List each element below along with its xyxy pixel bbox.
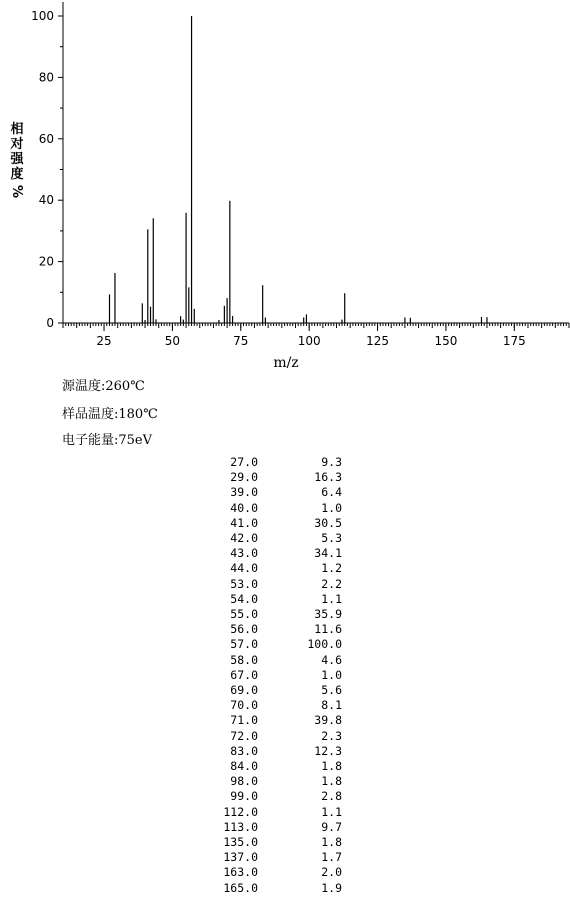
y-axis-title [8,122,26,199]
table-row [196,516,342,531]
table-row [196,531,342,546]
table-cell-mz: 54.0 [230,591,258,606]
x-tick-label: 75 [233,334,249,348]
table-cell-intensity: 2.2 [321,576,342,591]
table-cell-intensity: 8.1 [321,698,342,713]
table-cell-mz: 98.0 [230,774,258,789]
table-cell-intensity: 1.8 [321,759,342,774]
table-row [196,774,342,789]
table-cell-mz: 165.0 [223,880,258,895]
table-cell-mz: 40.0 [230,500,258,515]
table-cell-intensity: 1.2 [321,561,342,576]
table-row [196,485,342,500]
x-tick-label: 125 [366,334,389,348]
table-row [196,820,342,835]
table-row [196,881,342,896]
table-cell-intensity: 100.0 [307,637,342,652]
y-axis-title-char: 度 [10,167,24,182]
table-cell-mz: 58.0 [230,652,258,667]
table-cell-mz: 67.0 [230,667,258,682]
table-row [196,592,342,607]
table-row [196,744,342,759]
table-cell-mz: 84.0 [230,759,258,774]
table-row [196,698,342,713]
table-row [196,577,342,592]
table-cell-mz: 39.0 [230,485,258,500]
table-cell-mz: 112.0 [223,804,258,819]
table-cell-intensity: 1.7 [321,850,342,865]
table-row [196,850,342,865]
condition-label: 样品温度: [62,407,119,422]
table-cell-mz: 53.0 [230,576,258,591]
table-cell-intensity: 39.8 [314,713,342,728]
table-cell-intensity: 5.3 [321,531,342,546]
table-cell-intensity: 9.3 [321,455,342,469]
x-tick-label: 150 [434,334,458,348]
table-cell-intensity: 12.3 [314,743,342,758]
table-row [196,729,342,744]
table-row [196,622,342,637]
x-tick-label: 25 [96,334,112,348]
electron-energy [62,429,152,448]
y-tick-label: 100 [31,9,54,23]
table-cell-mz: 71.0 [230,713,258,728]
table-cell-intensity: 35.9 [314,607,342,622]
table-cell-mz: 41.0 [230,515,258,530]
x-axis-title: m/z [273,355,299,371]
y-tick-label: 20 [38,254,54,269]
table-row [196,561,342,576]
sample-temperature [62,403,158,422]
table-cell-mz: 70.0 [230,698,258,713]
table-row [196,789,342,804]
table-cell-mz: 56.0 [230,622,258,637]
y-axis-title-char: 对 [10,137,24,152]
table-cell-mz: 83.0 [230,743,258,758]
table-cell-intensity: 30.5 [314,515,342,530]
table-row [196,835,342,850]
table-cell-intensity: 2.3 [321,728,342,743]
table-cell-mz: 163.0 [223,865,258,880]
table-cell-mz: 29.0 [230,470,258,485]
table-row [196,653,342,668]
table-row [196,759,342,774]
table-cell-intensity: 1.1 [321,804,342,819]
table-row [196,501,342,516]
x-tick-label: 100 [297,334,321,348]
table-cell-intensity: 34.1 [314,546,342,561]
y-tick-label: 60 [38,131,54,146]
condition-value: 260℃ [105,379,145,394]
table-cell-intensity: 5.6 [321,683,342,698]
table-row [196,805,342,820]
peak-table [196,455,342,896]
condition-label: 电子能量: [62,433,119,448]
table-row [196,865,342,880]
x-tick-label: 175 [502,334,526,348]
y-tick-label: 0 [46,316,54,330]
table-cell-intensity: 4.6 [321,652,342,667]
table-row [196,668,342,683]
table-row [196,470,342,485]
table-row [196,607,342,622]
table-cell-intensity: 1.1 [321,591,342,606]
condition-value: 180℃ [118,407,158,422]
table-row [196,546,342,561]
table-row [196,713,342,728]
table-cell-mz: 27.0 [230,455,258,469]
y-tick-label: 80 [38,70,54,85]
condition-label: 源温度: [62,379,106,394]
table-cell-intensity: 1.0 [321,500,342,515]
table-cell-mz: 42.0 [230,531,258,546]
table-cell-mz: 69.0 [230,683,258,698]
table-cell-intensity: 1.8 [321,774,342,789]
y-axis-title-char: 强 [10,152,24,167]
table-cell-mz: 55.0 [230,607,258,622]
table-cell-intensity: 9.7 [321,819,342,834]
table-cell-mz: 135.0 [223,835,258,850]
y-axis-title-char: % [9,184,25,199]
table-row [196,637,342,652]
table-cell-mz: 57.0 [230,637,258,652]
mass-spectrum-chart [0,0,570,380]
table-cell-intensity: 2.8 [321,789,342,804]
table-cell-intensity: 16.3 [314,470,342,485]
source-temperature [62,375,145,394]
table-cell-intensity: 1.8 [321,835,342,850]
table-cell-intensity: 6.4 [321,485,342,500]
table-cell-mz: 44.0 [230,561,258,576]
y-tick-label: 40 [38,193,54,208]
table-cell-intensity: 1.0 [321,667,342,682]
table-cell-mz: 137.0 [223,850,258,865]
table-cell-mz: 113.0 [223,819,258,834]
table-cell-mz: 43.0 [230,546,258,561]
table-cell-intensity: 11.6 [314,622,342,637]
y-axis-title-char: 相 [10,122,24,137]
table-cell-intensity: 1.9 [321,880,342,895]
table-row [196,455,342,470]
x-tick-label: 50 [164,334,181,348]
table-cell-mz: 99.0 [230,789,258,804]
table-row [196,683,342,698]
table-cell-intensity: 2.0 [321,865,342,880]
table-cell-mz: 72.0 [230,728,258,743]
condition-value: 75eV [118,433,153,448]
